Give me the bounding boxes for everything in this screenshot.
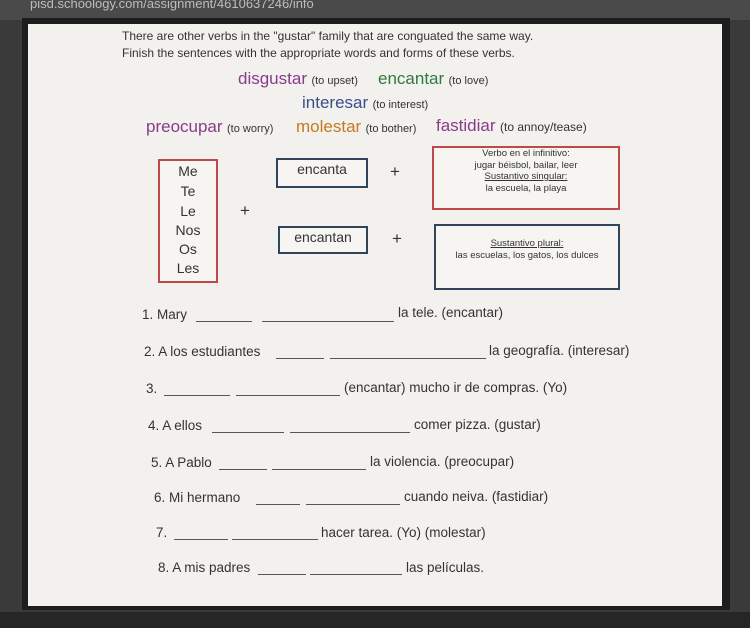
sentence-6-suffix: cuando neiva. (fastidiar) <box>404 489 549 504</box>
sentence-3-prefix: 3. <box>146 381 158 396</box>
sentence-8-prefix: 8. A mis padres <box>158 560 251 575</box>
browser-address-bar <box>0 0 750 20</box>
pronoun-me: Me <box>178 163 198 179</box>
sentence-6-blank-2[interactable] <box>306 504 400 505</box>
sentence-1-suffix: la tele. (encantar) <box>398 305 504 320</box>
sentence-2-suffix: la geografía. (interesar) <box>489 343 630 358</box>
sentence-6-prefix: 6. Mi hermano <box>154 490 241 505</box>
sentence-1-blank-2[interactable] <box>262 321 394 322</box>
verb-encantar: encantar (to love) <box>378 69 489 88</box>
plural-noun-examples: las escuelas, los gatos, los dulces <box>455 250 599 261</box>
infinitive-examples: jugar béisbol, bailar, leer <box>474 159 578 171</box>
verb-preocupar: preocupar (to worry) <box>146 117 274 136</box>
plural-noun-heading: Sustantivo plural: <box>490 238 564 249</box>
plural-verb-box <box>278 226 368 254</box>
sentence-6-blank-1[interactable] <box>256 504 300 505</box>
sentence-2-blank-2[interactable] <box>330 358 486 359</box>
sentence-8-blank-2[interactable] <box>310 574 402 575</box>
sentence-5-blank-2[interactable] <box>272 469 366 470</box>
sentence-3-suffix: (encantar) mucho ir de compras. (Yo) <box>344 380 568 395</box>
plus-sign-pronoun: + <box>240 201 250 220</box>
plural-verb-form: encantan <box>294 229 352 245</box>
infinitive-heading: Verbo en el infinitivo: <box>482 148 570 159</box>
sentence-2-blank-1[interactable] <box>276 358 324 359</box>
instruction-line-1: There are other verbs in the "gustar" family that are conguated the same way. <box>122 29 534 43</box>
sentence-7-blank-2[interactable] <box>232 539 318 540</box>
sentence-8-suffix: las películas. <box>406 560 485 575</box>
url-text: pisd.schoology.com/assignment/4610637246/info <box>30 0 314 11</box>
pronoun-te: Te <box>180 183 196 199</box>
singular-verb-box <box>276 158 368 188</box>
verb-fastidiar: fastidiar (to annoy/tease) <box>436 116 587 135</box>
singular-verb-form: encanta <box>297 161 347 177</box>
instruction-line-2: Finish the sentences with the appropriate words and forms of these verbs. <box>122 46 515 60</box>
sentence-3-blank-2[interactable] <box>236 395 340 396</box>
sentence-4-blank-1[interactable] <box>212 432 284 433</box>
sentence-7-suffix: hacer tarea. (Yo) (molestar) <box>321 525 486 540</box>
sentence-1-blank-1[interactable] <box>196 321 252 322</box>
worksheet <box>28 24 722 606</box>
verb-molestar: molestar (to bother) <box>296 117 417 136</box>
sentence-5-blank-1[interactable] <box>219 469 267 470</box>
singular-noun-heading: Sustantivo singular: <box>484 171 568 182</box>
singular-object-box <box>432 146 620 210</box>
sentence-4-blank-2[interactable] <box>290 432 410 433</box>
verb-disgustar: disgustar (to upset) <box>238 69 358 88</box>
sentence-5-suffix: la violencia. (preocupar) <box>370 454 515 469</box>
sentence-8-blank-1[interactable] <box>258 574 306 575</box>
verb-interesar: interesar (to interest) <box>302 93 429 112</box>
sentence-7-blank-1[interactable] <box>174 539 228 540</box>
sentence-7-prefix: 7. <box>156 525 168 540</box>
sentence-4-prefix: 4. A ellos <box>148 418 203 433</box>
pronoun-le: Le <box>180 203 196 219</box>
plural-object-box <box>434 224 620 290</box>
sentence-2-prefix: 2. A los estudiantes <box>144 344 261 359</box>
pronoun-box <box>158 159 218 283</box>
plus-sign-singular: + <box>390 162 400 181</box>
singular-noun-examples: la escuela, la playa <box>485 182 567 194</box>
sentence-1-prefix: 1. Mary <box>142 307 188 322</box>
pronoun-os: Os <box>179 241 197 257</box>
sentence-5-prefix: 5. A Pablo <box>151 455 212 470</box>
pronoun-nos: Nos <box>175 222 201 238</box>
plus-sign-plural: + <box>392 229 402 248</box>
sentence-4-suffix: comer pizza. (gustar) <box>414 417 541 432</box>
bottom-strip <box>0 612 750 628</box>
sentence-3-blank-1[interactable] <box>164 395 230 396</box>
pronoun-les: Les <box>176 260 200 276</box>
